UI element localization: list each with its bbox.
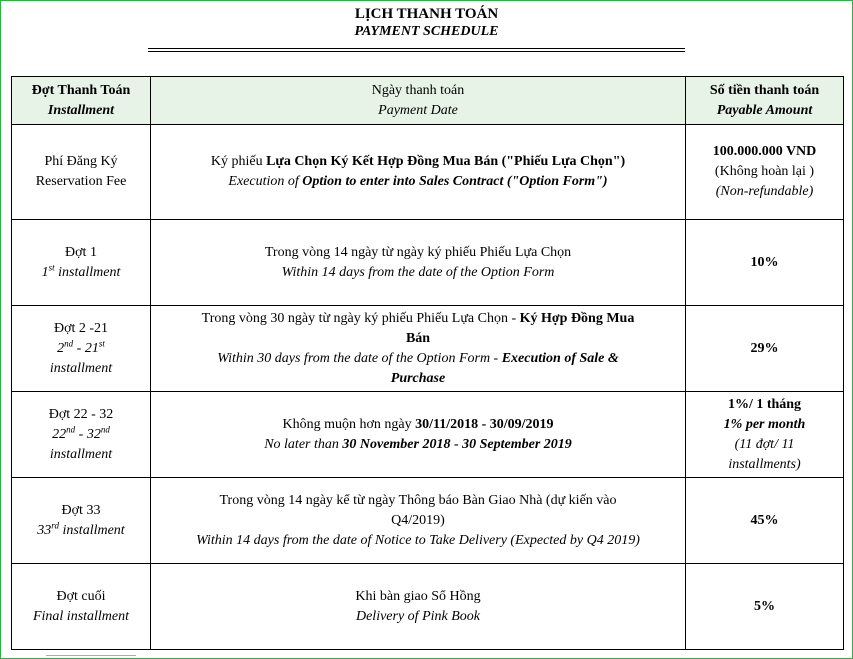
installment-num: 2 bbox=[57, 340, 65, 356]
date-vi bbox=[155, 152, 681, 172]
date-en: Within 14 days from the date of the Option Form bbox=[281, 264, 555, 280]
installment-vi: Đợt 22 - 32 bbox=[48, 406, 114, 422]
date-vi-bold: Lựa Chọn Ký Kết Hợp Đồng Mua Bán ("Phiếu Lựa Chọn") bbox=[266, 154, 626, 169]
installment-sup: st bbox=[98, 337, 105, 348]
amount-value: 5% bbox=[754, 598, 775, 614]
installment-sep: - 32 bbox=[75, 426, 101, 442]
installment-cell bbox=[12, 392, 151, 478]
installment-sup: nd bbox=[64, 337, 74, 348]
date-vi bbox=[155, 415, 681, 435]
header-amount-vi: Số tiền thanh toán bbox=[709, 82, 820, 98]
table-row bbox=[12, 220, 844, 306]
header-date-en: Payment Date bbox=[378, 102, 458, 118]
installment-sup: rd bbox=[51, 519, 59, 530]
header-date-vi: Ngày thanh toán bbox=[371, 82, 465, 98]
table-row bbox=[12, 306, 844, 392]
amount-cell bbox=[686, 478, 844, 564]
date-en-text: Within 30 days from the date of the Option Form - bbox=[217, 350, 502, 366]
header-payment-date bbox=[151, 77, 686, 125]
installment-cell bbox=[12, 564, 151, 650]
date-cell bbox=[151, 306, 686, 392]
installment-sup: nd bbox=[66, 423, 76, 434]
installment-cell bbox=[12, 125, 151, 220]
installment-word: installment bbox=[49, 360, 113, 376]
installment-cell bbox=[12, 478, 151, 564]
installment-cell bbox=[12, 306, 151, 392]
installment-en bbox=[16, 263, 146, 283]
title-block bbox=[0, 5, 853, 41]
installment-word: installment bbox=[49, 446, 113, 462]
header-amount-en: Payable Amount bbox=[716, 102, 813, 118]
installment-num: 22 bbox=[52, 426, 67, 442]
installment-num: 1 bbox=[41, 264, 49, 280]
amount-cell bbox=[686, 220, 844, 306]
amount-note-cont: installments) bbox=[728, 456, 801, 472]
amount-note-en: (Non-refundable) bbox=[715, 184, 814, 199]
installment-vi: Đợt cuối bbox=[56, 588, 106, 604]
title-underline bbox=[148, 48, 685, 49]
installment-word: installment bbox=[54, 264, 121, 280]
date-vi: Trong vòng 14 ngày kể từ ngày Thông báo Bàn Giao Nhà (dự kiến vào bbox=[219, 492, 617, 508]
installment-en: Reservation Fee bbox=[35, 174, 127, 189]
amount-cell bbox=[686, 125, 844, 220]
installment-sup: st bbox=[48, 261, 55, 272]
amount-value: 45% bbox=[750, 512, 779, 528]
amount-value: 10% bbox=[750, 254, 779, 270]
date-vi-bold-cont: Bán bbox=[405, 330, 431, 346]
amount-cell bbox=[686, 564, 844, 650]
installment-vi: Đợt 2 -21 bbox=[53, 320, 109, 336]
date-cell bbox=[151, 564, 686, 650]
date-en: Within 14 days from the date of Notice to Take Delivery (Expected by Q4 2019) bbox=[196, 532, 640, 548]
installment-num: 33 bbox=[37, 522, 52, 538]
installment-en bbox=[16, 339, 146, 359]
date-cell bbox=[151, 125, 686, 220]
header-installment-vi: Đợt Thanh Toán bbox=[31, 82, 131, 98]
installment-sup: nd bbox=[100, 423, 110, 434]
date-cell bbox=[151, 220, 686, 306]
date-vi-cont: Q4/2019) bbox=[391, 512, 445, 528]
date-vi bbox=[155, 309, 681, 329]
date-en-bold: 30 November 2018 - 30 September 2019 bbox=[342, 436, 572, 452]
date-en: Delivery of Pink Book bbox=[355, 608, 480, 624]
installment-en bbox=[16, 425, 146, 445]
date-vi-bold: 30/11/2018 - 30/09/2019 bbox=[415, 416, 554, 432]
installment-sep: - 21 bbox=[73, 340, 99, 356]
table-row bbox=[12, 478, 844, 564]
amount-value-en: 1% per month bbox=[723, 416, 806, 432]
date-en bbox=[155, 435, 681, 455]
table-header-row bbox=[12, 77, 844, 125]
payment-schedule-table bbox=[11, 76, 844, 650]
date-en-bold: Option to enter into Sales Contract ("Option Form") bbox=[302, 174, 608, 189]
date-en bbox=[155, 172, 681, 192]
date-vi-text: Trong vòng 30 ngày từ ngày ký phiếu Phiếu Lựa Chọn - bbox=[201, 310, 520, 326]
installment-en: Final installment bbox=[32, 608, 130, 624]
date-en-bold-cont: Purchase bbox=[390, 370, 446, 386]
installment-cell bbox=[12, 220, 151, 306]
amount-cell bbox=[686, 392, 844, 478]
header-installment bbox=[12, 77, 151, 125]
amount-note-vi: (Không hoàn lại ) bbox=[714, 164, 815, 179]
amount-cell bbox=[686, 306, 844, 392]
date-vi-bold: Ký Hợp Đồng Mua bbox=[519, 310, 635, 326]
date-vi-text: Ký phiếu bbox=[210, 154, 267, 169]
date-cell bbox=[151, 478, 686, 564]
date-cell bbox=[151, 392, 686, 478]
footer-divider bbox=[46, 655, 136, 656]
title-english: PAYMENT SCHEDULE bbox=[354, 24, 499, 39]
date-en bbox=[155, 349, 681, 369]
date-vi-text: Không muộn hơn ngày bbox=[282, 416, 416, 432]
installment-word: installment bbox=[58, 522, 125, 538]
amount-value: 1%/ 1 tháng bbox=[727, 396, 802, 412]
installment-en bbox=[16, 521, 146, 541]
date-vi: Trong vòng 14 ngày từ ngày ký phiếu Phiếu Lựa Chọn bbox=[264, 244, 572, 260]
date-en-text: Execution of bbox=[228, 174, 303, 189]
installment-vi: Phí Đăng Ký bbox=[44, 154, 118, 169]
installment-vi: Đợt 1 bbox=[65, 244, 97, 260]
date-vi: Khi bàn giao Sổ Hồng bbox=[355, 588, 481, 604]
amount-note: (11 đợt/ 11 bbox=[734, 436, 795, 452]
table-row bbox=[12, 125, 844, 220]
date-en-text: No later than bbox=[264, 436, 343, 452]
installment-vi: Đợt 33 bbox=[61, 502, 101, 518]
amount-value: 100.000.000 VND bbox=[712, 144, 817, 159]
title-underline-double bbox=[148, 51, 685, 52]
title-vietnamese: LỊCH THANH TOÁN bbox=[354, 6, 499, 22]
header-installment-en: Installment bbox=[47, 102, 115, 118]
date-en-bold: Execution of Sale & bbox=[501, 350, 619, 366]
table-row bbox=[12, 392, 844, 478]
table-row bbox=[12, 564, 844, 650]
amount-value: 29% bbox=[750, 340, 779, 356]
header-amount bbox=[686, 77, 844, 125]
